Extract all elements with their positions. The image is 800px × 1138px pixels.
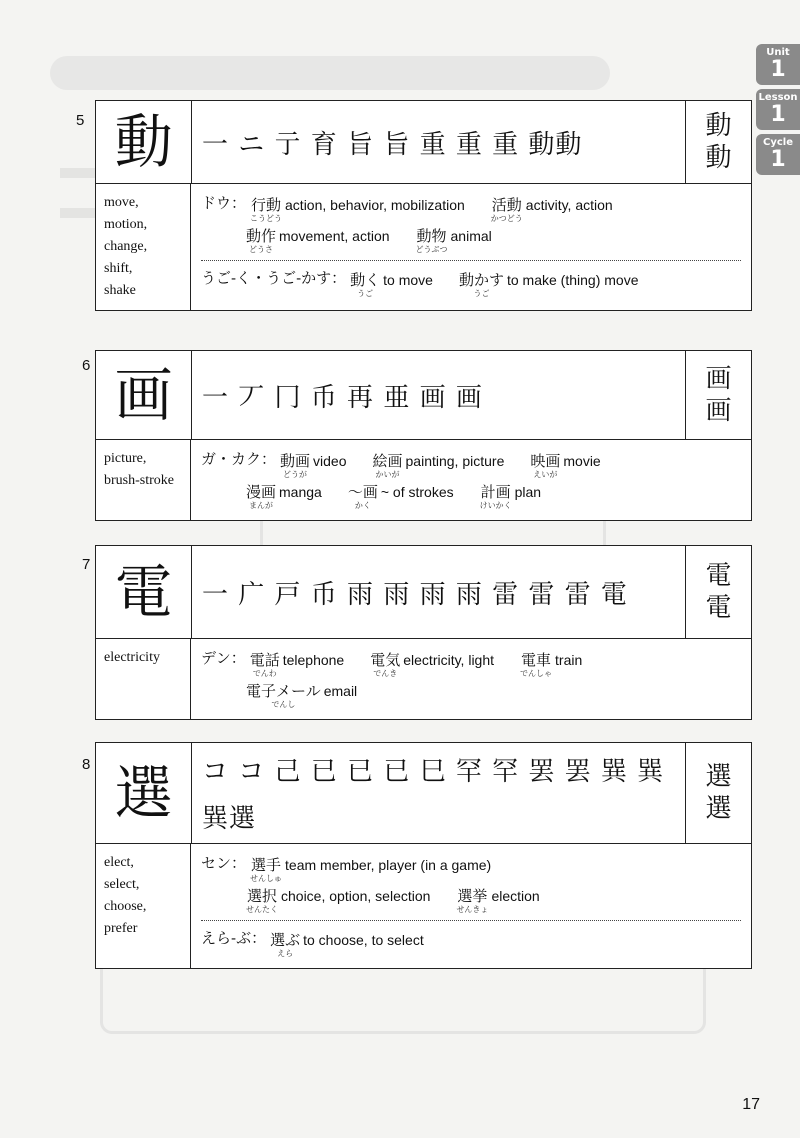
kanji-card: [95, 350, 752, 521]
vocab-word: [246, 887, 278, 914]
vocab-kanji: 映画: [530, 452, 561, 470]
vocab-kanji: 動作: [246, 227, 277, 245]
kanji-form: 画: [705, 396, 732, 426]
vocab-gloss: to choose, to select: [303, 932, 424, 948]
vocab-word: [250, 856, 282, 883]
lesson-tab[interactable]: [756, 89, 800, 130]
vocab-gloss: to make (thing) move: [506, 272, 639, 288]
vocab-kanji: 選手: [251, 856, 282, 874]
tab-label: Unit: [766, 47, 790, 58]
furigana: えいが: [533, 470, 558, 479]
vocab-item: [456, 887, 539, 914]
furigana: どうさ: [249, 245, 273, 254]
vocab-item: [491, 196, 613, 223]
meaning-list: [96, 639, 191, 719]
vocab-item: [250, 651, 345, 678]
stroke-sequence: 一 丆 冂 币 再 亜 画 画: [202, 382, 483, 413]
card-header: [96, 743, 751, 844]
vocab-item: [246, 682, 357, 709]
furigana: こうどう: [250, 214, 283, 223]
vocab-gloss: action, behavior, mobilization: [285, 197, 465, 213]
vocab-item: [416, 227, 492, 254]
main-kanji: 電: [96, 546, 192, 638]
on-reading-label: ドウ：: [201, 194, 247, 212]
furigana: せんしゅ: [250, 874, 283, 883]
vocab-item: [370, 651, 494, 678]
vocab-kanji: 動画: [280, 452, 311, 470]
kanji-form: 動: [705, 110, 732, 141]
furigana: うご: [473, 289, 490, 298]
furigana: でんし: [271, 700, 296, 709]
furigana: どうが: [283, 470, 308, 479]
kun-reading-label: えら-ぶ：: [201, 929, 267, 947]
vocab-word: [246, 483, 276, 510]
meaning-word: select,: [104, 877, 140, 892]
tab-label: Cycle: [763, 137, 793, 148]
furigana: けいかく: [479, 501, 512, 510]
vocab-gloss: manga: [279, 484, 322, 500]
on-reading-line: [201, 647, 741, 678]
meaning-list: [96, 184, 191, 310]
vocab-kanji: 計画: [480, 483, 511, 501]
vocab-gloss: activity, action: [525, 197, 613, 213]
vocab-gloss: choice, option, selection: [281, 888, 431, 904]
kanji-card: [95, 742, 752, 969]
vocab-word: [416, 227, 448, 254]
page-number: 17: [742, 1096, 760, 1113]
vocab-kanji: ～画: [347, 483, 378, 501]
vocab-item: [480, 483, 541, 510]
vocab-gloss: electricity, light: [403, 652, 495, 668]
vocab-item: [270, 931, 424, 958]
vocab-word: [280, 452, 310, 479]
vocab-word: [246, 682, 321, 709]
vocab-word: [250, 196, 282, 223]
tab-number: 1: [770, 102, 786, 127]
card-header: [96, 351, 751, 440]
furigana: かいが: [375, 470, 400, 479]
kanji-form: 動: [705, 143, 732, 173]
vocab-kanji: 行動: [251, 196, 282, 214]
stroke-order: [192, 101, 685, 183]
vocab-word: [373, 452, 403, 479]
meaning-word: motion,: [104, 217, 148, 232]
cycle-tab[interactable]: [756, 134, 800, 175]
readings: [191, 184, 751, 310]
stroke-order: [192, 546, 685, 638]
vocab-item: [250, 196, 465, 223]
on-reading-line: [201, 483, 741, 510]
vocab-gloss: movie: [563, 453, 601, 469]
vocab-gloss: ~ of strokes: [380, 484, 454, 500]
vocab-item: [246, 227, 390, 254]
on-reading-line: [201, 887, 741, 914]
kanji-form: 電: [705, 560, 732, 591]
kanji-form: 選: [705, 794, 732, 824]
vocab-word: [456, 887, 488, 914]
vocab-word: [480, 483, 512, 510]
card-header: [96, 101, 751, 184]
card-body: [96, 440, 751, 520]
vocab-item: [520, 651, 582, 678]
tab-label: Lesson: [758, 92, 798, 103]
kun-reading-label: うご-く・うご-かす：: [201, 269, 347, 287]
stroke-sequence: 一 广 戸 币 雨 雨 雨 雨 雷 雷 雷 電: [202, 579, 628, 610]
on-reading-line: [201, 448, 741, 479]
furigana: せんきょ: [456, 905, 489, 914]
kanji-form: 電: [705, 593, 732, 623]
furigana: せんたく: [246, 905, 278, 914]
meaning-word: electricity: [104, 650, 160, 665]
furigana: うご: [357, 289, 374, 298]
vocab-word: [246, 227, 276, 254]
vocab-item: [350, 271, 433, 298]
vocab-gloss: to move: [383, 272, 433, 288]
main-kanji: 動: [96, 101, 192, 183]
vocab-item: [373, 452, 505, 479]
on-reading-line: [201, 682, 741, 709]
meaning-word: prefer: [104, 921, 138, 936]
vocab-kanji: 選挙: [457, 887, 488, 905]
vocab-item: [246, 483, 322, 510]
furigana: でんわ: [252, 669, 277, 678]
kun-reading-line: [201, 267, 741, 298]
on-reading-line: [201, 852, 741, 883]
furigana: かつどう: [490, 214, 523, 223]
vocab-gloss: train: [555, 652, 583, 668]
kanji-form: 選: [705, 761, 732, 792]
card-body: [96, 844, 751, 968]
vocab-word: [350, 271, 380, 298]
card-header: [96, 546, 751, 639]
vocab-gloss: team member, player (in a game): [285, 857, 492, 873]
stroke-order: [192, 351, 685, 439]
kanji-forms: [685, 743, 751, 843]
vocab-gloss: video: [313, 453, 347, 469]
meaning-word: choose,: [104, 899, 147, 914]
furigana: まんが: [249, 501, 273, 510]
stroke-order: [192, 743, 685, 843]
vocab-item: [348, 483, 454, 510]
dotted-divider: [201, 920, 741, 921]
vocab-word: [491, 196, 523, 223]
vocab-gloss: painting, picture: [405, 453, 505, 469]
side-tabs: [756, 44, 800, 179]
vocab-gloss: telephone: [282, 652, 345, 668]
meaning-list: [96, 844, 191, 968]
meaning-word: shift,: [104, 261, 133, 276]
main-kanji: 画: [96, 351, 192, 439]
readings: [191, 844, 751, 968]
on-reading-line: [201, 192, 741, 223]
meaning-word: brush-stroke: [104, 473, 174, 488]
vocab-item: [246, 887, 430, 914]
stroke-sequence: 一 ニ 亍 育 旨 旨 重 重 重 動動: [202, 129, 583, 160]
entry-number: 7: [82, 556, 91, 573]
meaning-word: change,: [104, 239, 148, 254]
vocab-kanji: 動かす: [458, 271, 504, 289]
vocab-item: [530, 452, 600, 479]
vocab-gloss: email: [323, 683, 358, 699]
vocab-item: [280, 452, 346, 479]
kun-reading-line: [201, 927, 741, 958]
on-reading-label: デン：: [201, 649, 246, 667]
vocab-kanji: 漫画: [246, 483, 277, 501]
dotted-divider: [201, 260, 741, 261]
meaning-word: picture,: [104, 451, 147, 466]
kanji-card: [95, 100, 752, 311]
furigana: どうぶつ: [415, 245, 448, 254]
furigana: でんき: [373, 669, 398, 678]
vocab-kanji: 電話: [249, 651, 280, 669]
meaning-word: shake: [104, 283, 136, 298]
main-kanji: 選: [96, 743, 192, 843]
meaning-word: elect,: [104, 855, 134, 870]
meaning-word: move,: [104, 195, 139, 210]
kanji-form: 画: [705, 363, 732, 394]
card-body: [96, 639, 751, 719]
vocab-gloss: election: [491, 888, 540, 904]
kanji-forms: [685, 101, 751, 183]
vocab-kanji: 選択: [246, 887, 277, 905]
furigana: えら: [277, 949, 294, 958]
stroke-sequence-continued: 巽選: [202, 804, 257, 834]
kanji-card: [95, 545, 752, 720]
furigana: かく: [354, 501, 371, 510]
kanji-forms: [685, 546, 751, 638]
vocab-word: [520, 651, 552, 678]
vocab-word: [270, 931, 300, 958]
vocab-word: [348, 483, 378, 510]
vocab-gloss: movement, action: [279, 228, 390, 244]
vocab-word: [459, 271, 504, 298]
kanji-forms: [685, 351, 751, 439]
unit-tab[interactable]: [756, 44, 800, 85]
vocab-kanji: 動物: [416, 227, 447, 245]
card-body: [96, 184, 751, 310]
vocab-kanji: 電気: [370, 651, 401, 669]
entry-number: 5: [76, 112, 85, 129]
vocab-kanji: 絵画: [372, 452, 403, 470]
vocab-item: [250, 856, 491, 883]
stroke-sequence: コ コ 己 已 已 已 巳 罕 罕 罢 罢 巽 巽: [202, 757, 665, 787]
vocab-kanji: 活動: [491, 196, 522, 214]
meaning-list: [96, 440, 191, 520]
on-reading-line: [201, 227, 741, 254]
furigana: でんしゃ: [520, 669, 553, 678]
on-reading-label: ガ・カク：: [201, 450, 277, 468]
vocab-item: [459, 271, 639, 298]
entry-number: 6: [82, 357, 91, 374]
on-reading-label: セン：: [201, 854, 247, 872]
tab-number: 1: [770, 57, 786, 82]
vocab-word: [250, 651, 280, 678]
vocab-gloss: plan: [514, 484, 542, 500]
vocab-kanji: 電子メール: [246, 682, 321, 700]
vocab-kanji: 電車: [521, 651, 552, 669]
vocab-kanji: 選ぶ: [270, 931, 301, 949]
vocab-word: [370, 651, 400, 678]
vocab-gloss: animal: [450, 228, 492, 244]
entry-number: 8: [82, 756, 91, 773]
vocab-word: [530, 452, 560, 479]
readings: [191, 639, 751, 719]
vocab-kanji: 動く: [350, 271, 381, 289]
readings: [191, 440, 751, 520]
tab-number: 1: [770, 147, 786, 172]
